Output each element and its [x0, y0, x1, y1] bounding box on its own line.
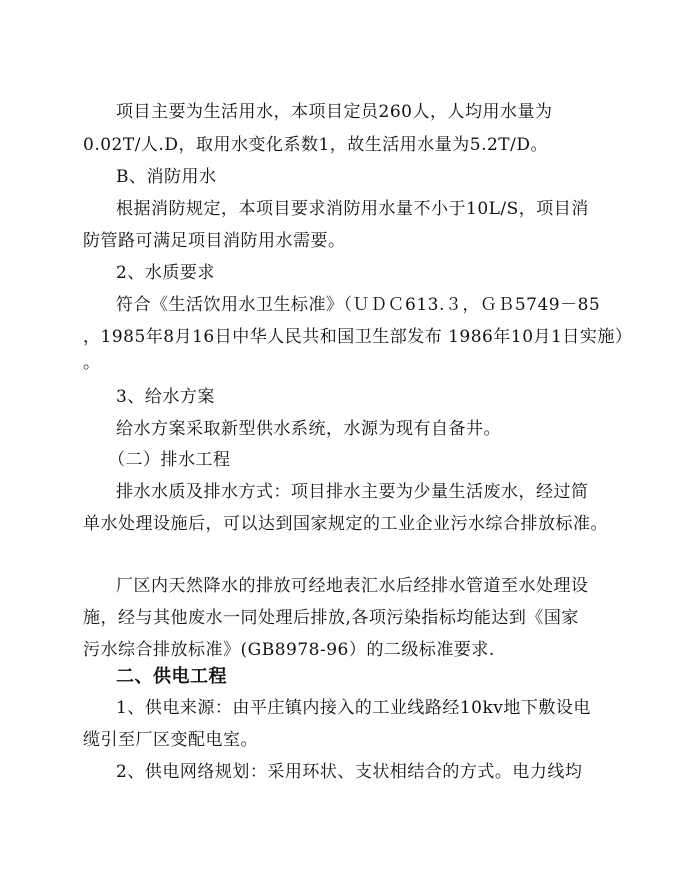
subheading-fire-water: B、消防用水: [116, 167, 217, 187]
text-line-15: 厂区内天然降水的排放可经地表汇水后经排水管道至水处理设: [116, 576, 589, 596]
text-line-17: 污水综合排放标准》(GB8978-96）的二级标准要求.: [83, 640, 495, 660]
text-line-11: 给水方案采取新型供水系统，水源为现有自备井。: [116, 419, 501, 439]
text-line-14: 单水处理设施后，可以达到国家规定的工业企业污水综合排放标准。: [83, 514, 608, 534]
text-line-8: ，1985年8月16日中华人民共和国卫生部发布 1986年10月1日实施）: [83, 327, 633, 347]
subheading-drainage: （二）排水工程: [108, 450, 231, 470]
text-line-21: 2、供电网络规划：采用环状、支状相结合的方式。电力线均: [116, 762, 583, 782]
text-line-5: 防管路可满足项目消防用水需要。: [83, 231, 346, 251]
text-line-4: 根据消防规定，本项目要求消防用水量不小于10L/S，项目消: [116, 199, 589, 219]
text-line-9: 。: [83, 353, 101, 373]
text-line-19: 1、供电来源：由平庄镇内接入的工业线路经10kv地下敷设电: [116, 698, 591, 718]
section-heading-power: 二、供电工程: [116, 666, 227, 687]
text-line-13: 排水水质及排水方式：项目排水主要为少量生活废水，经过简: [116, 482, 589, 502]
subheading-supply-plan: 3、给水方案: [116, 387, 215, 407]
subheading-water-quality: 2、水质要求: [116, 263, 215, 283]
text-line-7: 符合《生活饮用水卫生标准》（ＵＤＣ613.３，ＧＢ5749－85: [116, 295, 601, 315]
text-line-16: 施，经与其他废水一同处理后排放,各项污染指标均能达到《国家: [83, 608, 579, 628]
text-line-1: 项目主要为生活用水，本项目定员260人，人均用水量为: [116, 102, 553, 122]
text-line-20: 缆引至厂区变配电室。: [83, 730, 258, 750]
text-line-2: 0.02T/人.D，取用水变化系数1，故生活用水量为5.2T/D。: [83, 135, 548, 155]
